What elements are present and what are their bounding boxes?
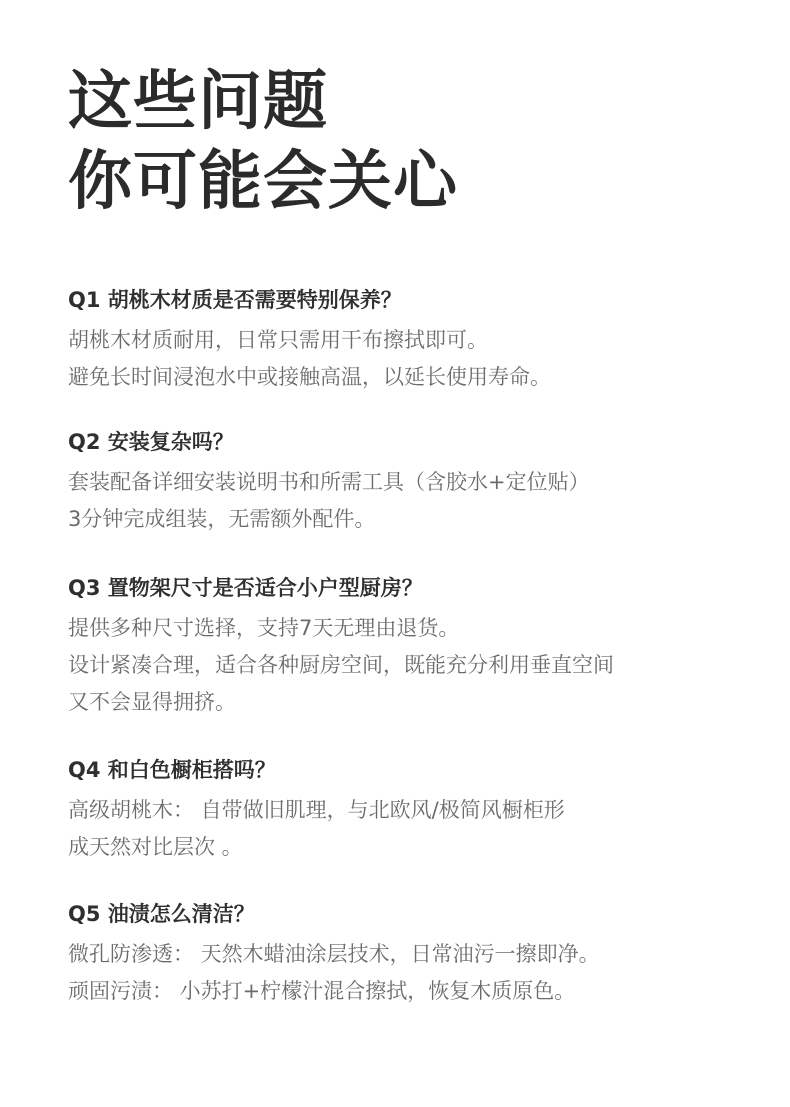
- faq-answer: [68, 792, 768, 866]
- faq-answer: [68, 936, 768, 1010]
- faq-item-1: [68, 287, 768, 396]
- faq-answer-line: 胡桃木材质耐用，日常只需用干布擦拭即可。: [68, 328, 488, 352]
- faq-answer-line: 又不会显得拥挤。: [68, 690, 236, 714]
- faq-answer-line: 3分钟完成组装，无需额外配件。: [68, 507, 376, 531]
- page-title-line-1: 这些问题: [68, 65, 328, 139]
- faq-answer-line: 设计紧凑合理，适合各种厨房空间，既能充分利用垂直空间: [68, 653, 614, 677]
- faq-item-5: [68, 901, 768, 1010]
- faq-question: Q2 安装复杂吗？: [68, 430, 234, 454]
- faq-answer-line: 成天然对比层次 。: [68, 835, 243, 859]
- faq-answer-line: 提供多种尺寸选择，支持7天无理由退货。: [68, 616, 460, 640]
- faq-answer-line: 微孔防渗透： 天然木蜡油涂层技术，日常油污一擦即净。: [68, 942, 600, 966]
- faq-question: Q3 置物架尺寸是否适合小户型厨房？: [68, 576, 423, 600]
- faq-item-3: [68, 575, 768, 721]
- faq-answer: [68, 464, 768, 538]
- faq-answer-line: 套装配备详细安装说明书和所需工具（含胶水+定位贴）: [68, 470, 590, 494]
- faq-answer-line: 避免长时间浸泡水中或接触高温，以延长使用寿命。: [68, 365, 551, 389]
- faq-answer-line: 顽固污渍： 小苏打+柠檬汁混合擦拭，恢复木质原色。: [68, 979, 576, 1003]
- faq-question: Q5 油渍怎么清洁？: [68, 902, 255, 926]
- faq-item-2: [68, 429, 768, 538]
- faq-answer: [68, 322, 768, 396]
- page-title-line-2: 你可能会关心: [68, 145, 458, 219]
- faq-answer: [68, 610, 768, 721]
- page-title: [68, 62, 458, 222]
- faq-question: Q4 和白色橱柜搭吗？: [68, 758, 276, 782]
- faq-item-4: [68, 757, 768, 866]
- faq-answer-line: 高级胡桃木： 自带做旧肌理，与北欧风/极简风橱柜形: [68, 798, 565, 822]
- faq-question: Q1 胡桃木材质是否需要特别保养？: [68, 288, 402, 312]
